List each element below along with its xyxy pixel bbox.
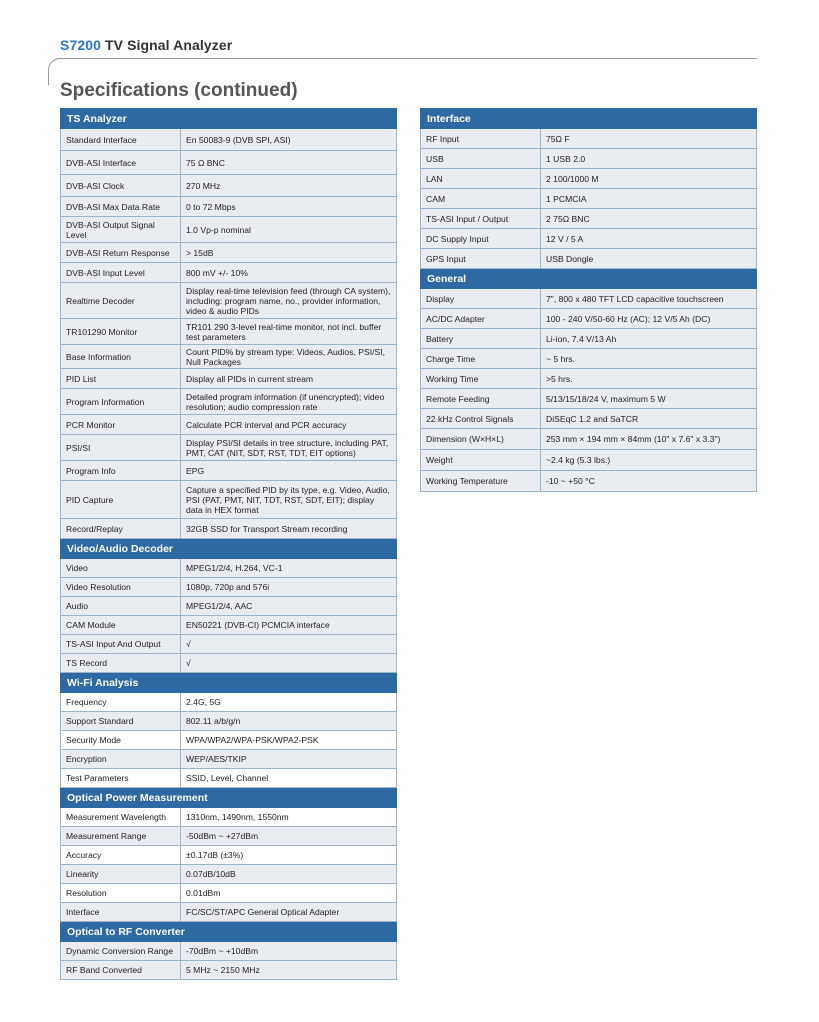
spec-label: Video Resolution: [61, 578, 181, 597]
spec-row: [421, 229, 757, 249]
spec-row: [421, 309, 757, 329]
spec-label: DVB-ASI Interface: [61, 151, 181, 175]
spec-label: Remote Feeding: [421, 389, 541, 409]
spec-label: Display: [421, 289, 541, 309]
spec-value: EPG: [181, 461, 397, 481]
spec-value: USB Dongle: [541, 249, 757, 269]
spec-value: -50dBm ~ +27dBm: [181, 827, 397, 846]
spec-value: -10 ~ +50 °C: [541, 471, 757, 492]
spec-label: Charge Time: [421, 349, 541, 369]
spec-value: EN50221 (DVB-CI) PCMCIA interface: [181, 616, 397, 635]
spec-row: [421, 429, 757, 450]
spec-value: En 50083-9 (DVB SPI, ASI): [181, 129, 397, 151]
spec-label: Support Standard: [61, 712, 181, 731]
spec-value: 0 to 72 Mbps: [181, 197, 397, 217]
spec-label: Security Mode: [61, 731, 181, 750]
spec-value: MPEG1/2/4, H.264, VC-1: [181, 559, 397, 578]
section-header-title: Wi-Fi Analysis: [61, 673, 397, 693]
spec-value: 100 - 240 V/50-60 Hz (AC); 12 V/5 Ah (DC): [541, 309, 757, 329]
spec-label: PCR Monitor: [61, 415, 181, 435]
spec-row: [61, 597, 397, 616]
spec-label: DVB-ASI Max Data Rate: [61, 197, 181, 217]
spec-label: Measurement Wavelength: [61, 808, 181, 827]
spec-row: [61, 903, 397, 922]
section-header-title: TS Analyzer: [61, 109, 397, 129]
spec-label: Working Temperature: [421, 471, 541, 492]
spec-value: Detailed program information (if unencrypted); video resolution; audio compression rate: [181, 389, 397, 415]
spec-value: 2.4G, 5G: [181, 693, 397, 712]
spec-value: Calculate PCR interval and PCR accuracy: [181, 415, 397, 435]
spec-value: 7", 800 x 480 TFT LCD capacitive touchscreen: [541, 289, 757, 309]
spec-label: Record/Replay: [61, 519, 181, 539]
spec-row: [61, 635, 397, 654]
section-header-title: General: [421, 269, 757, 289]
spec-value: 802.11 a/b/g/n: [181, 712, 397, 731]
spec-label: Frequency: [61, 693, 181, 712]
spec-row: [61, 942, 397, 961]
spec-value: 5/13/15/18/24 V, maximum 5 W: [541, 389, 757, 409]
spec-label: 22 kHz Control Signals: [421, 409, 541, 429]
spec-label: Audio: [61, 597, 181, 616]
section-header: [61, 788, 397, 808]
spec-row: [61, 435, 397, 461]
spec-label: TS Record: [61, 654, 181, 673]
spec-label: Test Parameters: [61, 769, 181, 788]
spec-value: SSID, Level, Channel: [181, 769, 397, 788]
spec-row: [61, 884, 397, 903]
spec-row: [421, 189, 757, 209]
spec-label: LAN: [421, 169, 541, 189]
spec-label: DVB-ASI Clock: [61, 175, 181, 197]
spec-value: 2 75Ω BNC: [541, 209, 757, 229]
spec-label: Weight: [421, 450, 541, 471]
spec-label: Base Information: [61, 345, 181, 369]
spec-label: Program Information: [61, 389, 181, 415]
spec-row: [61, 769, 397, 788]
model-name: S7200: [60, 37, 101, 53]
spec-row: [61, 559, 397, 578]
spec-label: USB: [421, 149, 541, 169]
spec-row: [421, 369, 757, 389]
spec-row: [61, 481, 397, 519]
spec-value: Display real-time television feed (through CA system), including: program name, no., provider information, video & audio PIDs: [181, 283, 397, 319]
spec-label: Accuracy: [61, 846, 181, 865]
spec-label: PID Capture: [61, 481, 181, 519]
spec-row: [61, 750, 397, 769]
spec-label: DVB-ASI Input Level: [61, 263, 181, 283]
spec-row: [61, 827, 397, 846]
spec-table-right: [420, 108, 757, 492]
spec-row: [421, 471, 757, 492]
spec-label: GPS Input: [421, 249, 541, 269]
spec-label: PID List: [61, 369, 181, 389]
spec-label: CAM Module: [61, 616, 181, 635]
spec-row: [61, 263, 397, 283]
spec-value: WPA/WPA2/WPA-PSK/WPA2-PSK: [181, 731, 397, 750]
spec-row: [61, 731, 397, 750]
spec-row: [61, 151, 397, 175]
section-header: [61, 109, 397, 129]
spec-row: [61, 175, 397, 197]
spec-row: [421, 289, 757, 309]
spec-row: [61, 865, 397, 884]
spec-row: [61, 345, 397, 369]
spec-value: Li-ion, 7.4 V/13 Ah: [541, 329, 757, 349]
spec-row: [61, 283, 397, 319]
spec-row: [421, 249, 757, 269]
spec-row: [421, 329, 757, 349]
spec-value: > 15dB: [181, 243, 397, 263]
spec-label: Program Info: [61, 461, 181, 481]
spec-value: DiSEqC 1.2 and SaTCR: [541, 409, 757, 429]
spec-label: Resolution: [61, 884, 181, 903]
spec-label: PSI/SI: [61, 435, 181, 461]
section-header: [421, 269, 757, 289]
spec-row: [61, 578, 397, 597]
spec-row: [61, 217, 397, 243]
spec-table-left: [60, 108, 397, 980]
section-header-title: Optical to RF Converter: [61, 922, 397, 942]
spec-value: 32GB SSD for Transport Stream recording: [181, 519, 397, 539]
spec-row: [61, 616, 397, 635]
spec-value: Display all PIDs in current stream: [181, 369, 397, 389]
spec-value: 0.01dBm: [181, 884, 397, 903]
spec-row: [61, 369, 397, 389]
spec-label: Realtime Decoder: [61, 283, 181, 319]
spec-value: 1 PCMCIA: [541, 189, 757, 209]
spec-value: -70dBm ~ +10dBm: [181, 942, 397, 961]
spec-row: [61, 461, 397, 481]
section-header: [61, 673, 397, 693]
section-header-title: Optical Power Measurement: [61, 788, 397, 808]
spec-value: 270 MHz: [181, 175, 397, 197]
spec-row: [61, 654, 397, 673]
spec-row: [61, 389, 397, 415]
spec-value: ~ 5 hrs.: [541, 349, 757, 369]
spec-row: [61, 846, 397, 865]
spec-row: [61, 712, 397, 731]
spec-value: 253 mm × 194 mm × 84mm (10" x 7.6" x 3.3"): [541, 429, 757, 450]
spec-label: RF Input: [421, 129, 541, 149]
spec-label: Working Time: [421, 369, 541, 389]
spec-value: 800 mV +/- 10%: [181, 263, 397, 283]
spec-value: √: [181, 654, 397, 673]
spec-label: CAM: [421, 189, 541, 209]
spec-value: 0.07dB/10dB: [181, 865, 397, 884]
spec-label: TS-ASI Input / Output: [421, 209, 541, 229]
spec-value: Capture a specified PID by its type, e.g. Video, Audio, PSI (PAT, PMT, NIT, TDT, RST, SDT, EIT); display data in HEX format: [181, 481, 397, 519]
section-header: [421, 109, 757, 129]
spec-row: [61, 693, 397, 712]
spec-value: >5 hrs.: [541, 369, 757, 389]
spec-value: 5 MHz ~ 2150 MHz: [181, 961, 397, 980]
spec-value: Display PSI/SI details in tree structure, including PAT, PMT, CAT (NIT, SDT, RST, TDT, EIT options): [181, 435, 397, 461]
spec-row: [421, 129, 757, 149]
spec-label: Dimension (W×H×L): [421, 429, 541, 450]
spec-row: [421, 389, 757, 409]
spec-row: [61, 319, 397, 345]
spec-label: Linearity: [61, 865, 181, 884]
spec-row: [61, 243, 397, 263]
spec-value: 1.0 Vp-p nominal: [181, 217, 397, 243]
spec-value: 1080p, 720p and 576i: [181, 578, 397, 597]
spec-value: TR101 290 3-level real-time monitor, not incl. buffer test parameters: [181, 319, 397, 345]
spec-label: DVB-ASI Return Response: [61, 243, 181, 263]
spec-value: 12 V / 5 A: [541, 229, 757, 249]
product-name: TV Signal Analyzer: [104, 37, 233, 53]
spec-value: 75Ω F: [541, 129, 757, 149]
section-header-title: Video/Audio Decoder: [61, 539, 397, 559]
spec-value: 75 Ω BNC: [181, 151, 397, 175]
spec-label: Battery: [421, 329, 541, 349]
spec-label: Encryption: [61, 750, 181, 769]
spec-label: AC/DC Adapter: [421, 309, 541, 329]
spec-value: ~2.4 kg (5.3 lbs.): [541, 450, 757, 471]
spec-value: 1 USB 2.0: [541, 149, 757, 169]
spec-row: [61, 415, 397, 435]
spec-value: 1310nm, 1490nm, 1550nm: [181, 808, 397, 827]
spec-label: Dynamic Conversion Range: [61, 942, 181, 961]
spec-label: Interface: [61, 903, 181, 922]
spec-row: [421, 349, 757, 369]
spec-row: [61, 129, 397, 151]
spec-value: WEP/AES/TKIP: [181, 750, 397, 769]
spec-label: TR101290 Monitor: [61, 319, 181, 345]
spec-value: MPEG1/2/4, AAC: [181, 597, 397, 616]
spec-value: √: [181, 635, 397, 654]
section-title: Specifications (continued): [60, 80, 298, 101]
spec-row: [61, 961, 397, 980]
spec-value: Count PID% by stream type: Videos, Audios, PSI/SI, Null Packages: [181, 345, 397, 369]
spec-value: FC/SC/ST/APC General Optical Adapter: [181, 903, 397, 922]
spec-label: Measurement Range: [61, 827, 181, 846]
spec-label: TS-ASI Input And Output: [61, 635, 181, 654]
spec-value: 2 100/1000 M: [541, 169, 757, 189]
spec-label: DC Supply Input: [421, 229, 541, 249]
spec-row: [61, 197, 397, 217]
spec-label: DVB-ASI Output Signal Level: [61, 217, 181, 243]
spec-row: [421, 149, 757, 169]
spec-label: RF Band Converted: [61, 961, 181, 980]
spec-row: [421, 209, 757, 229]
spec-label: Standard Interface: [61, 129, 181, 151]
section-header-title: Interface: [421, 109, 757, 129]
spec-row: [61, 808, 397, 827]
spec-row: [61, 519, 397, 539]
spec-row: [421, 450, 757, 471]
section-header: [61, 539, 397, 559]
spec-row: [421, 409, 757, 429]
document-title: [60, 37, 232, 53]
spec-row: [421, 169, 757, 189]
spec-label: Video: [61, 559, 181, 578]
section-header: [61, 922, 397, 942]
spec-value: ±0.17dB (±3%): [181, 846, 397, 865]
